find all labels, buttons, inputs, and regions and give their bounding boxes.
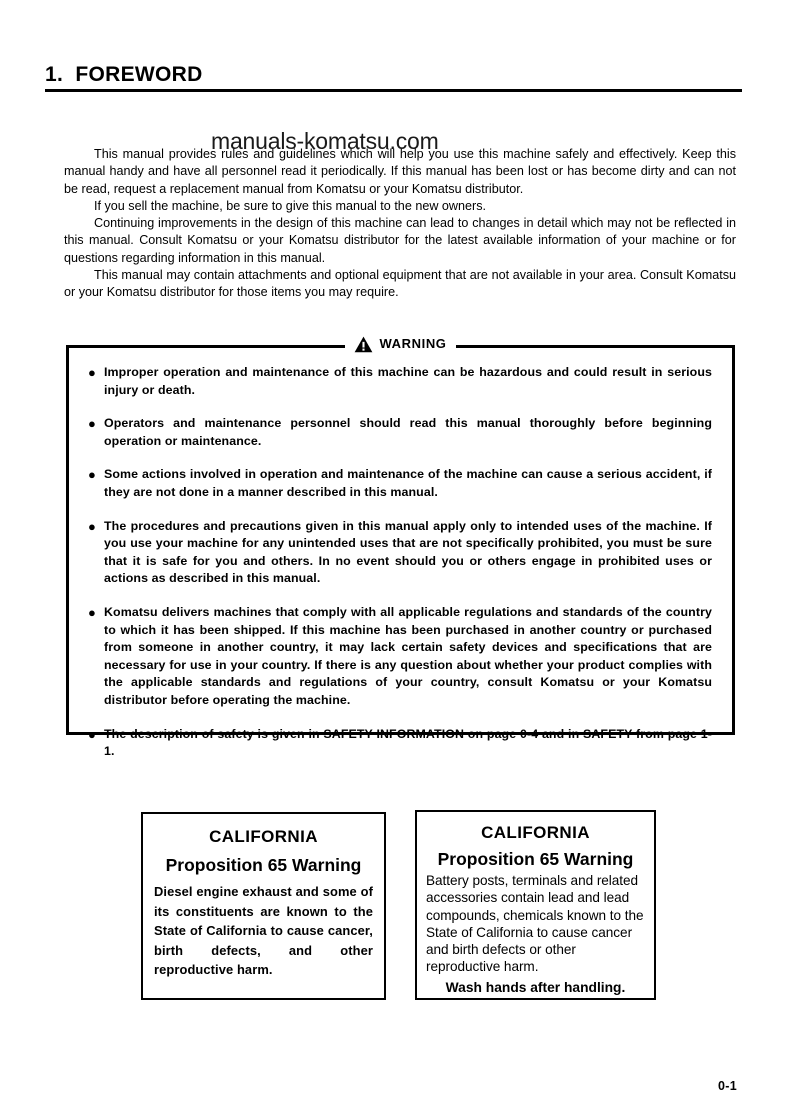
intro-section <box>64 146 736 302</box>
intro-paragraph-3: Continuing improvements in the design of this machine can lead to changes in detail which may not be reflected in this manual. Consult Komatsu or your Komatsu distributor for the latest available information of your machine or for questions regarding information in this manual. <box>64 216 736 265</box>
california-body-text: Diesel engine exhaust and some of its constituents are known to the State of California to cause cancer, birth defects, and other reproductive harm. <box>154 884 373 977</box>
header-rule <box>45 89 742 92</box>
california-prop65-box-battery <box>415 810 656 1000</box>
california-footer-text: Wash hands after handling. <box>445 979 626 995</box>
warning-item-text: Operators and maintenance personnel should read this manual thoroughly before beginning operation or maintenance. <box>104 416 712 448</box>
bullet-icon: ● <box>88 416 96 432</box>
warning-item <box>87 466 712 501</box>
california-subtitle: Proposition 65 Warning <box>437 849 634 869</box>
warning-item <box>87 726 712 761</box>
california-body-text: Battery posts, terminals and related accessories contain lead and lead compounds, chemicals known to the State of California to cause cancer and birth defects or other reproductive harm. <box>426 873 644 975</box>
warning-item <box>87 415 712 450</box>
warning-triangle-icon <box>354 336 373 353</box>
warning-item <box>87 518 712 588</box>
warning-item <box>87 604 712 710</box>
watermark-text: manuals-komatsu.com <box>211 128 439 154</box>
california-subtitle: Proposition 65 Warning <box>165 855 362 875</box>
bullet-icon: ● <box>88 726 96 742</box>
intro-paragraph-2: If you sell the machine, be sure to give this manual to the new owners. <box>94 198 487 213</box>
california-prop65-box-diesel <box>141 812 386 1000</box>
warning-item-text: Some actions involved in operation and maintenance of the machine can cause a serious accident, if they are not done in a manner described in this manual. <box>104 467 712 499</box>
california-title: CALIFORNIA <box>209 827 318 846</box>
warning-box <box>66 345 735 759</box>
warning-item-text: The procedures and precautions given in this manual apply only to intended uses of the machine. If you use your machine for any unintended uses that are not specifically prohibited, you must be sure that it is safe for you and others. In no event should you or others engage in prohibited uses or actions as described in this manual. <box>104 518 712 586</box>
page-title: 1. FOREWORD <box>45 63 203 86</box>
page-number: 0-1 <box>718 1079 737 1093</box>
california-title: CALIFORNIA <box>481 823 590 842</box>
warning-header <box>66 333 735 355</box>
warning-item-text: Komatsu delivers machines that comply with all applicable regulations and standards of the country to which it has been shipped. If this machine has been purchased in another country or purchased from someone in another country, it may lack certain safety devices and specifications that are necessary for use in your country. If there is any question about whether your product complies with the applicable standards and regulations of your country, consult Komatsu or your Komatsu distributor before operating the machine. <box>104 604 712 707</box>
intro-paragraph-1: This manual provides rules and guidelines which will help you use this machine safely and effectively. Keep this manual handy and have all personnel read it periodically. If this manual has been lost or has become dirty and can not be read, request a replacement manual from Komatsu or your Komatsu distributor. <box>64 147 736 196</box>
warning-item-text: Improper operation and maintenance of this machine can be hazardous and could result in serious injury or death. <box>104 365 712 397</box>
warning-label: WARNING <box>379 336 447 351</box>
warning-item <box>87 364 712 399</box>
page-header <box>45 62 742 92</box>
bullet-icon: ● <box>88 365 96 380</box>
warning-item-list <box>69 348 732 775</box>
bullet-icon: ● <box>88 467 96 483</box>
bullet-icon: ● <box>88 604 96 620</box>
warning-item-text: The description of safety is given in SAFETY INFORMATION on page 0-4 and in SAFETY from page 1-1. <box>104 726 712 759</box>
intro-paragraph-4: This manual may contain attachments and optional equipment that are not available in your area. Consult Komatsu or your Komatsu distributor for those items you may require. <box>64 268 736 300</box>
bullet-icon: ● <box>88 518 96 534</box>
